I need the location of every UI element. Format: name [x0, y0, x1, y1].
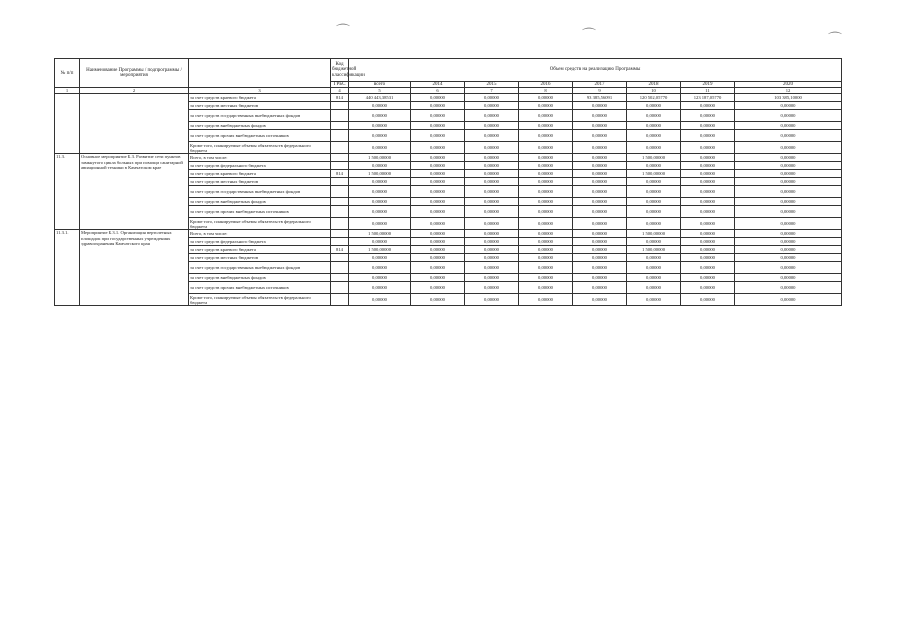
header-year: 2019 [681, 82, 735, 88]
funding-source: Кроме того, планируемые объемы обязательств федерального бюджета [189, 218, 331, 230]
amount-cell: 0,00000 [465, 274, 519, 282]
amount-cell: 0,00000 [465, 142, 519, 154]
amount-cell: 0,00000 [465, 218, 519, 230]
column-number: 1 [55, 88, 80, 94]
amount-cell: 1 500,00000 [627, 154, 681, 162]
amount-cell: 0,00000 [681, 162, 735, 170]
header-year: 2016 [519, 82, 573, 88]
amount-cell: 0,00000 [519, 102, 573, 110]
amount-cell: 0,00000 [519, 246, 573, 254]
column-number: 8 [519, 88, 573, 94]
funding-source: за счет средств краевого бюджета [189, 94, 331, 102]
amount-cell: 1 500,00000 [627, 246, 681, 254]
funding-source: за счет средств местных бюджетов [189, 102, 331, 110]
amount-cell: 0,00000 [681, 282, 735, 294]
grbs-code [331, 230, 349, 238]
funding-source: за счет средств государственных внебюджетных фондов [189, 262, 331, 274]
amount-cell: 0,00000 [465, 282, 519, 294]
amount-cell: 0,00000 [411, 206, 465, 218]
amount-cell: 0,00000 [465, 294, 519, 306]
amount-cell: 0,00000 [411, 294, 465, 306]
amount-cell: 0,00000 [681, 274, 735, 282]
amount-cell: 0,00000 [349, 130, 411, 142]
amount-cell: 1 500,00000 [349, 170, 411, 178]
amount-cell: 0,00000 [573, 206, 627, 218]
amount-cell: 0,00000 [735, 122, 842, 130]
amount-cell: 0,00000 [349, 122, 411, 130]
amount-cell: 0,00000 [735, 282, 842, 294]
scan-mark-center: ⌒ [582, 29, 596, 44]
amount-cell: 0,00000 [573, 186, 627, 198]
amount-cell: 0,00000 [349, 294, 411, 306]
amount-cell: 0,00000 [573, 122, 627, 130]
grbs-code [331, 142, 349, 154]
amount-cell: 0,00000 [627, 178, 681, 186]
budget-table [54, 58, 842, 306]
funding-source: за счет средств федерального бюджета [189, 162, 331, 170]
amount-cell: 0,00000 [735, 246, 842, 254]
amount-cell: 0,00000 [349, 178, 411, 186]
table-row [55, 94, 842, 102]
amount-cell: 103 385,10000 [735, 94, 842, 102]
amount-cell: 1 500,00000 [627, 230, 681, 238]
funding-source: за счет средств федерального бюджета [189, 238, 331, 246]
amount-cell: 0,00000 [519, 154, 573, 162]
amount-cell: 0,00000 [681, 262, 735, 274]
amount-cell: 0,00000 [627, 294, 681, 306]
amount-cell: 0,00000 [627, 282, 681, 294]
amount-cell: 0,00000 [411, 130, 465, 142]
grbs-code [331, 218, 349, 230]
amount-cell: 0,00000 [735, 170, 842, 178]
amount-cell: 1 500,00000 [349, 230, 411, 238]
amount-cell: 0,00000 [411, 162, 465, 170]
amount-cell: 0,00000 [465, 178, 519, 186]
amount-cell: 0,00000 [465, 130, 519, 142]
amount-cell: 0,00000 [735, 186, 842, 198]
amount-cell: 0,00000 [627, 262, 681, 274]
amount-cell: 0,00000 [573, 130, 627, 142]
funding-source: Кроме того, планируемые объемы обязательств федерального бюджета [189, 294, 331, 306]
amount-cell: 0,00000 [573, 262, 627, 274]
amount-cell: 0,00000 [681, 186, 735, 198]
grbs-code [331, 238, 349, 246]
column-number: 4 [331, 88, 349, 94]
amount-cell: 0,00000 [573, 162, 627, 170]
amount-cell: 0,00000 [627, 162, 681, 170]
amount-cell: 0,00000 [681, 238, 735, 246]
amount-cell: 0,00000 [681, 110, 735, 122]
grbs-code [331, 102, 349, 110]
amount-cell: 0,00000 [349, 206, 411, 218]
amount-cell: 0,00000 [519, 238, 573, 246]
column-number: 5 [349, 88, 411, 94]
amount-cell: 0,00000 [735, 218, 842, 230]
amount-cell: 0,00000 [411, 254, 465, 262]
amount-cell: 0,00000 [573, 246, 627, 254]
amount-cell: 0,00000 [519, 274, 573, 282]
amount-cell: 0,00000 [411, 198, 465, 206]
column-number: 2 [80, 88, 189, 94]
amount-cell: 0,00000 [573, 142, 627, 154]
amount-cell: 0,00000 [681, 154, 735, 162]
amount-cell: 0,00000 [411, 154, 465, 162]
amount-cell: 0,00000 [519, 162, 573, 170]
amount-cell: 0,00000 [573, 178, 627, 186]
amount-cell: 0,00000 [627, 274, 681, 282]
amount-cell: 0,00000 [349, 102, 411, 110]
header-grbs: ГРБС [331, 82, 349, 88]
grbs-code: 814 [331, 94, 349, 102]
grbs-code: 814 [331, 246, 349, 254]
amount-cell: 0,00000 [735, 238, 842, 246]
amount-cell: 0,00000 [349, 262, 411, 274]
amount-cell: 0,00000 [681, 170, 735, 178]
amount-cell: 0,00000 [411, 94, 465, 102]
column-number: 9 [573, 88, 627, 94]
grbs-code [331, 206, 349, 218]
funding-source: за счет средств внебюджетных фондов [189, 198, 331, 206]
amount-cell: 0,00000 [681, 178, 735, 186]
column-number: 7 [465, 88, 519, 94]
amount-cell: 0,00000 [519, 206, 573, 218]
amount-cell: 0,00000 [735, 142, 842, 154]
amount-cell: 123 187,05770 [681, 94, 735, 102]
amount-cell: 0,00000 [681, 218, 735, 230]
amount-cell: 0,00000 [411, 246, 465, 254]
amount-cell: 1 500,00000 [349, 246, 411, 254]
amount-cell: 440 443,38531 [349, 94, 411, 102]
column-number: 11 [681, 88, 735, 94]
column-number: 6 [411, 88, 465, 94]
grbs-code [331, 262, 349, 274]
header-volume: Объем средств на реализацию Программы [349, 59, 842, 82]
amount-cell: 0,00000 [573, 110, 627, 122]
amount-cell: 93 385,56091 [573, 94, 627, 102]
amount-cell: 0,00000 [573, 238, 627, 246]
amount-cell: 0,00000 [681, 142, 735, 154]
header-blank [189, 59, 331, 88]
amount-cell: 0,00000 [519, 94, 573, 102]
amount-cell: 0,00000 [465, 198, 519, 206]
scan-mark-left: ⌒ [336, 25, 350, 40]
amount-cell: 0,00000 [573, 274, 627, 282]
row-number: 11.3.1. [55, 230, 80, 306]
amount-cell: 0,00000 [519, 178, 573, 186]
measure-name: Основное мероприятие Б.3. Развитие сети пунктов замкнутого цикла больных при помощи санитарной авиационной техники в Камчатском крае [80, 154, 189, 230]
amount-cell: 0,00000 [465, 154, 519, 162]
amount-cell: 0,00000 [465, 230, 519, 238]
column-number: 12 [735, 88, 842, 94]
amount-cell: 1 500,00000 [627, 170, 681, 178]
amount-cell: 0,00000 [519, 230, 573, 238]
amount-cell: 0,00000 [735, 230, 842, 238]
amount-cell: 0,00000 [465, 238, 519, 246]
column-number: 10 [627, 88, 681, 94]
amount-cell: 0,00000 [519, 130, 573, 142]
amount-cell: 0,00000 [627, 142, 681, 154]
amount-cell: 0,00000 [411, 274, 465, 282]
amount-cell: 0,00000 [573, 294, 627, 306]
amount-cell: 0,00000 [735, 262, 842, 274]
row-number [55, 94, 80, 154]
grbs-code [331, 110, 349, 122]
amount-cell: 0,00000 [627, 186, 681, 198]
header-row [55, 59, 842, 82]
grbs-code [331, 122, 349, 130]
amount-cell: 0,00000 [735, 162, 842, 170]
header-name: Наименование Программы / подпрограммы / мероприятия [80, 59, 189, 88]
amount-cell: 0,00000 [465, 94, 519, 102]
header-code: Код бюджетной классификации [331, 59, 349, 82]
amount-cell: 0,00000 [519, 218, 573, 230]
amount-cell: 0,00000 [627, 130, 681, 142]
amount-cell: 0,00000 [627, 238, 681, 246]
amount-cell: 0,00000 [519, 282, 573, 294]
amount-cell: 0,00000 [411, 262, 465, 274]
funding-source: Всего, в том числе: [189, 230, 331, 238]
amount-cell: 0,00000 [735, 130, 842, 142]
amount-cell: 0,00000 [681, 198, 735, 206]
amount-cell: 0,00000 [349, 198, 411, 206]
amount-cell: 0,00000 [349, 162, 411, 170]
amount-cell: 0,00000 [519, 262, 573, 274]
amount-cell: 0,00000 [411, 218, 465, 230]
grbs-code [331, 254, 349, 262]
amount-cell: 0,00000 [573, 254, 627, 262]
grbs-code [331, 198, 349, 206]
amount-cell: 0,00000 [573, 282, 627, 294]
table-row [55, 154, 842, 162]
funding-source: за счет средств государственных внебюджетных фондов [189, 110, 331, 122]
amount-cell: 0,00000 [349, 218, 411, 230]
amount-cell: 0,00000 [627, 122, 681, 130]
amount-cell: 0,00000 [681, 254, 735, 262]
header-year: 2020 [735, 82, 842, 88]
funding-source: за счет средств государственных внебюджетных фондов [189, 186, 331, 198]
amount-cell: 0,00000 [681, 246, 735, 254]
amount-cell: 0,00000 [349, 142, 411, 154]
amount-cell: 0,00000 [735, 206, 842, 218]
amount-cell: 0,00000 [349, 282, 411, 294]
funding-source: за счет средств прочих внебюджетных источников [189, 206, 331, 218]
grbs-code [331, 294, 349, 306]
amount-cell: 0,00000 [519, 186, 573, 198]
row-number: 11.3. [55, 154, 80, 230]
amount-cell: 0,00000 [465, 186, 519, 198]
amount-cell: 1 500,00000 [349, 154, 411, 162]
funding-source: Всего, в том числе: [189, 154, 331, 162]
amount-cell: 0,00000 [465, 102, 519, 110]
funding-source: за счет средств прочих внебюджетных источников [189, 282, 331, 294]
amount-cell: 0,00000 [627, 218, 681, 230]
amount-cell: 0,00000 [411, 230, 465, 238]
amount-cell: 0,00000 [465, 162, 519, 170]
amount-cell: 0,00000 [627, 102, 681, 110]
funding-source: за счет средств краевого бюджета [189, 170, 331, 178]
amount-cell: 0,00000 [627, 198, 681, 206]
amount-cell: 0,00000 [573, 230, 627, 238]
amount-cell: 0,00000 [465, 122, 519, 130]
amount-cell: 0,00000 [465, 254, 519, 262]
amount-cell: 0,00000 [681, 122, 735, 130]
header-year: 2017 [573, 82, 627, 88]
amount-cell: 0,00000 [735, 110, 842, 122]
measure-name [80, 94, 189, 154]
amount-cell: 0,00000 [411, 122, 465, 130]
amount-cell: 0,00000 [735, 294, 842, 306]
header-year: 2014 [411, 82, 465, 88]
amount-cell: 0,00000 [465, 206, 519, 218]
amount-cell: 0,00000 [681, 206, 735, 218]
amount-cell: 0,00000 [519, 110, 573, 122]
amount-cell: 0,00000 [411, 170, 465, 178]
funding-source: за счет средств внебюджетных фондов [189, 274, 331, 282]
amount-cell: 0,00000 [573, 154, 627, 162]
amount-cell: 0,00000 [735, 154, 842, 162]
amount-cell: 0,00000 [681, 294, 735, 306]
scan-mark-right: ⌒ [828, 33, 842, 48]
amount-cell: 0,00000 [735, 274, 842, 282]
amount-cell: 0,00000 [573, 218, 627, 230]
measure-name: Мероприятие Б.3.1. Организация вертолетных площадок при государственных учреждениях здравоохранения Камчатского края [80, 230, 189, 306]
grbs-code [331, 186, 349, 198]
grbs-code [331, 282, 349, 294]
amount-cell: 0,00000 [735, 198, 842, 206]
grbs-code: 814 [331, 170, 349, 178]
amount-cell: 0,00000 [411, 178, 465, 186]
amount-cell: 0,00000 [349, 274, 411, 282]
amount-cell: 0,00000 [411, 282, 465, 294]
funding-source: за счет средств краевого бюджета [189, 246, 331, 254]
amount-cell: 0,00000 [681, 102, 735, 110]
grbs-code [331, 162, 349, 170]
amount-cell: 0,00000 [411, 102, 465, 110]
amount-cell: 0,00000 [735, 254, 842, 262]
funding-source: за счет средств внебюджетных фондов [189, 122, 331, 130]
amount-cell: 0,00000 [349, 110, 411, 122]
funding-source: Кроме того, планируемые объемы обязательств федерального бюджета [189, 142, 331, 154]
amount-cell: 0,00000 [573, 170, 627, 178]
funding-source: за счет средств местных бюджетов [189, 254, 331, 262]
funding-source: за счет средств прочих внебюджетных источников [189, 130, 331, 142]
amount-cell: 0,00000 [465, 110, 519, 122]
table-row [55, 230, 842, 238]
amount-cell: 0,00000 [465, 262, 519, 274]
header-year: 2018 [627, 82, 681, 88]
amount-cell: 0,00000 [411, 142, 465, 154]
column-number: 3 [189, 88, 331, 94]
amount-cell: 0,00000 [573, 102, 627, 110]
amount-cell: 0,00000 [349, 186, 411, 198]
amount-cell: 0,00000 [627, 254, 681, 262]
amount-cell: 0,00000 [735, 178, 842, 186]
header-num: № п/п [55, 59, 80, 88]
grbs-code [331, 154, 349, 162]
amount-cell: 0,00000 [627, 206, 681, 218]
amount-cell: 0,00000 [519, 142, 573, 154]
amount-cell: 0,00000 [465, 170, 519, 178]
amount-cell: 0,00000 [411, 110, 465, 122]
amount-cell: 0,00000 [411, 238, 465, 246]
amount-cell: 0,00000 [519, 254, 573, 262]
amount-cell: 0,00000 [519, 170, 573, 178]
header-total: всего [349, 82, 411, 88]
amount-cell: 0,00000 [519, 198, 573, 206]
amount-cell: 0,00000 [519, 294, 573, 306]
amount-cell: 0,00000 [573, 198, 627, 206]
amount-cell: 0,00000 [465, 246, 519, 254]
amount-cell: 120 502,05770 [627, 94, 681, 102]
header-year: 2015 [465, 82, 519, 88]
amount-cell: 0,00000 [627, 110, 681, 122]
grbs-code [331, 178, 349, 186]
amount-cell: 0,00000 [519, 122, 573, 130]
grbs-code [331, 274, 349, 282]
amount-cell: 0,00000 [681, 230, 735, 238]
amount-cell: 0,00000 [411, 186, 465, 198]
grbs-code [331, 130, 349, 142]
amount-cell: 0,00000 [681, 130, 735, 142]
funding-source: за счет средств местных бюджетов [189, 178, 331, 186]
amount-cell: 0,00000 [349, 238, 411, 246]
amount-cell: 0,00000 [349, 254, 411, 262]
amount-cell: 0,00000 [735, 102, 842, 110]
